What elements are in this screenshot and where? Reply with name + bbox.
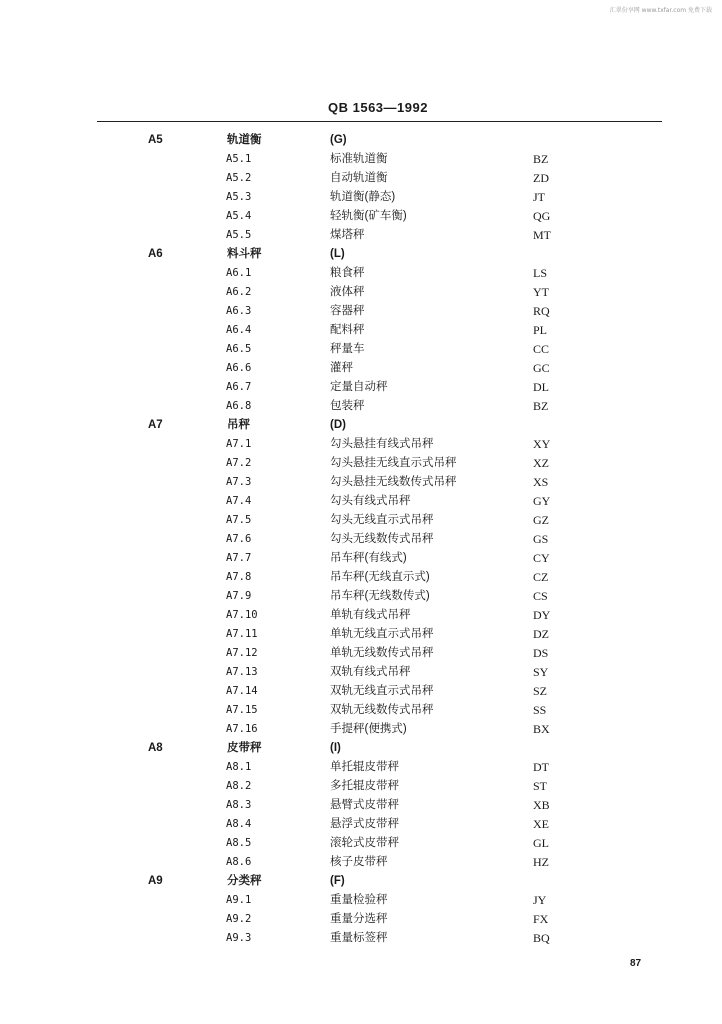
item-description: 双轨无线直示式吊秤 bbox=[330, 685, 434, 697]
section-row bbox=[0, 245, 722, 264]
item-abbreviation: PL bbox=[533, 323, 548, 337]
item-code: A8.3 bbox=[226, 799, 252, 811]
item-code: A5.4 bbox=[226, 210, 252, 222]
section-name: 料斗秤 bbox=[227, 248, 262, 260]
item-abbreviation: CZ bbox=[533, 570, 549, 584]
item-description: 勾头无线直示式吊秤 bbox=[330, 514, 434, 526]
item-row bbox=[0, 454, 722, 473]
item-description: 多托辊皮带秤 bbox=[330, 780, 399, 792]
item-abbreviation: JT bbox=[533, 190, 545, 204]
item-description: 核子皮带秤 bbox=[330, 856, 388, 868]
section-letter: (I) bbox=[330, 742, 341, 754]
section-row bbox=[0, 872, 722, 891]
item-abbreviation: SS bbox=[533, 703, 547, 717]
page-number: 87 bbox=[630, 958, 642, 969]
section-code: A7 bbox=[148, 419, 163, 431]
section-row bbox=[0, 131, 722, 150]
item-row bbox=[0, 378, 722, 397]
item-code: A7.9 bbox=[226, 590, 252, 602]
item-row bbox=[0, 701, 722, 720]
item-code: A8.5 bbox=[226, 837, 252, 849]
item-abbreviation: MT bbox=[533, 228, 551, 242]
item-row bbox=[0, 910, 722, 929]
item-row bbox=[0, 834, 722, 853]
item-code: A9.2 bbox=[226, 913, 252, 925]
item-row bbox=[0, 397, 722, 416]
item-abbreviation: DY bbox=[533, 608, 551, 622]
item-code: A7.5 bbox=[226, 514, 252, 526]
section-letter: (F) bbox=[330, 875, 345, 887]
item-abbreviation: DZ bbox=[533, 627, 549, 641]
item-abbreviation: CC bbox=[533, 342, 550, 356]
classification-table bbox=[0, 131, 722, 948]
section-name: 分类秤 bbox=[227, 875, 262, 887]
item-code: A7.16 bbox=[226, 723, 258, 735]
item-abbreviation: HZ bbox=[533, 855, 549, 869]
item-code: A5.1 bbox=[226, 153, 252, 165]
item-abbreviation: JY bbox=[533, 893, 547, 907]
item-abbreviation: GY bbox=[533, 494, 551, 508]
section-row bbox=[0, 416, 722, 435]
item-code: A7.4 bbox=[226, 495, 252, 507]
item-row bbox=[0, 644, 722, 663]
item-row bbox=[0, 625, 722, 644]
item-description: 单轨无线直示式吊秤 bbox=[330, 628, 434, 640]
item-code: A5.3 bbox=[226, 191, 252, 203]
item-code: A6.7 bbox=[226, 381, 252, 393]
item-code: A9.1 bbox=[226, 894, 252, 906]
page-header: QB 1563—1992 bbox=[328, 100, 428, 115]
item-code: A6.6 bbox=[226, 362, 252, 374]
item-description: 双轨有线式吊秤 bbox=[330, 666, 411, 678]
item-abbreviation: SZ bbox=[533, 684, 548, 698]
item-abbreviation: BQ bbox=[533, 931, 550, 945]
item-description: 双轨无线数传式吊秤 bbox=[330, 704, 434, 716]
item-code: A5.5 bbox=[226, 229, 252, 241]
item-code: A7.6 bbox=[226, 533, 252, 545]
item-description: 容器秤 bbox=[330, 305, 365, 317]
item-row bbox=[0, 473, 722, 492]
item-code: A7.13 bbox=[226, 666, 258, 678]
item-abbreviation: DL bbox=[533, 380, 549, 394]
item-code: A8.1 bbox=[226, 761, 252, 773]
item-description: 秤量车 bbox=[330, 343, 365, 355]
item-abbreviation: CY bbox=[533, 551, 550, 565]
item-row bbox=[0, 549, 722, 568]
item-description: 煤塔秤 bbox=[330, 229, 365, 241]
item-code: A7.15 bbox=[226, 704, 258, 716]
item-description: 手提秤(便携式) bbox=[330, 723, 407, 735]
item-abbreviation: GC bbox=[533, 361, 550, 375]
section-letter: (L) bbox=[330, 248, 345, 260]
item-abbreviation: BX bbox=[533, 722, 550, 736]
item-row bbox=[0, 283, 722, 302]
item-abbreviation: ST bbox=[533, 779, 548, 793]
item-description: 重量分选秤 bbox=[330, 913, 388, 925]
item-row bbox=[0, 663, 722, 682]
section-code: A8 bbox=[148, 742, 163, 754]
item-row bbox=[0, 435, 722, 454]
item-description: 悬臂式皮带秤 bbox=[330, 799, 399, 811]
section-letter: (G) bbox=[330, 134, 347, 146]
item-code: A6.5 bbox=[226, 343, 252, 355]
item-description: 重量标签秤 bbox=[330, 932, 388, 944]
item-description: 重量检验秤 bbox=[330, 894, 388, 906]
item-description: 轨道衡(静态) bbox=[330, 191, 396, 203]
section-code: A5 bbox=[148, 134, 163, 146]
item-abbreviation: YT bbox=[533, 285, 549, 299]
item-description: 配料秤 bbox=[330, 324, 365, 336]
item-row bbox=[0, 207, 722, 226]
item-abbreviation: XS bbox=[533, 475, 549, 489]
item-code: A7.10 bbox=[226, 609, 258, 621]
item-row bbox=[0, 929, 722, 948]
item-code: A9.3 bbox=[226, 932, 252, 944]
item-row bbox=[0, 815, 722, 834]
item-row bbox=[0, 340, 722, 359]
item-description: 吊车秤(无线数传式) bbox=[330, 590, 430, 602]
item-description: 包装秤 bbox=[330, 400, 365, 412]
item-row bbox=[0, 492, 722, 511]
item-row bbox=[0, 682, 722, 701]
item-description: 滚轮式皮带秤 bbox=[330, 837, 399, 849]
item-description: 粮食秤 bbox=[330, 267, 365, 279]
item-code: A7.7 bbox=[226, 552, 252, 564]
item-row bbox=[0, 302, 722, 321]
item-code: A7.2 bbox=[226, 457, 252, 469]
item-description: 吊车秤(有线式) bbox=[330, 552, 407, 564]
item-code: A6.8 bbox=[226, 400, 252, 412]
item-code: A8.4 bbox=[226, 818, 252, 830]
item-description: 灌秤 bbox=[330, 362, 353, 374]
item-row bbox=[0, 530, 722, 549]
header-rule bbox=[97, 121, 662, 122]
item-code: A6.4 bbox=[226, 324, 252, 336]
item-description: 勾头悬挂无线数传式吊秤 bbox=[330, 476, 457, 488]
item-code: A7.14 bbox=[226, 685, 258, 697]
section-row bbox=[0, 739, 722, 758]
item-abbreviation: GL bbox=[533, 836, 549, 850]
item-description: 单轨有线式吊秤 bbox=[330, 609, 411, 621]
item-code: A8.6 bbox=[226, 856, 252, 868]
item-description: 标准轨道衡 bbox=[330, 153, 388, 165]
item-row bbox=[0, 150, 722, 169]
item-code: A6.2 bbox=[226, 286, 252, 298]
item-code: A8.2 bbox=[226, 780, 252, 792]
item-row bbox=[0, 188, 722, 207]
item-abbreviation: QG bbox=[533, 209, 551, 223]
item-code: A7.11 bbox=[226, 628, 258, 640]
item-row bbox=[0, 796, 722, 815]
item-row bbox=[0, 720, 722, 739]
item-description: 勾头有线式吊秤 bbox=[330, 495, 411, 507]
item-code: A7.1 bbox=[226, 438, 252, 450]
section-name: 吊秤 bbox=[227, 419, 250, 431]
item-code: A7.3 bbox=[226, 476, 252, 488]
item-row bbox=[0, 359, 722, 378]
item-row bbox=[0, 758, 722, 777]
item-code: A7.8 bbox=[226, 571, 252, 583]
item-abbreviation: DT bbox=[533, 760, 549, 774]
item-description: 吊车秤(无线直示式) bbox=[330, 571, 430, 583]
item-abbreviation: XY bbox=[533, 437, 551, 451]
item-abbreviation: GZ bbox=[533, 513, 549, 527]
item-abbreviation: SY bbox=[533, 665, 549, 679]
section-code: A6 bbox=[148, 248, 163, 260]
item-abbreviation: XZ bbox=[533, 456, 549, 470]
item-row bbox=[0, 264, 722, 283]
item-row bbox=[0, 777, 722, 796]
item-row bbox=[0, 321, 722, 340]
item-description: 勾头悬挂无线直示式吊秤 bbox=[330, 457, 457, 469]
item-abbreviation: FX bbox=[533, 912, 549, 926]
watermark-text: 汇翠份享网 www.txfar.com 免费下载 bbox=[609, 7, 712, 14]
item-description: 勾头悬挂有线式吊秤 bbox=[330, 438, 434, 450]
item-abbreviation: BZ bbox=[533, 399, 549, 413]
item-description: 单轨无线数传式吊秤 bbox=[330, 647, 434, 659]
item-description: 液体秤 bbox=[330, 286, 365, 298]
item-abbreviation: CS bbox=[533, 589, 548, 603]
item-abbreviation: LS bbox=[533, 266, 548, 280]
item-row bbox=[0, 606, 722, 625]
item-code: A5.2 bbox=[226, 172, 252, 184]
item-description: 单托辊皮带秤 bbox=[330, 761, 399, 773]
item-abbreviation: BZ bbox=[533, 152, 549, 166]
item-row bbox=[0, 587, 722, 606]
section-code: A9 bbox=[148, 875, 163, 887]
section-name: 皮带秤 bbox=[227, 742, 262, 754]
item-abbreviation: DS bbox=[533, 646, 549, 660]
item-code: A6.1 bbox=[226, 267, 252, 279]
item-row bbox=[0, 226, 722, 245]
item-row bbox=[0, 568, 722, 587]
item-description: 定量自动秤 bbox=[330, 381, 388, 393]
item-row bbox=[0, 853, 722, 872]
item-description: 勾头无线数传式吊秤 bbox=[330, 533, 434, 545]
item-abbreviation: RQ bbox=[533, 304, 550, 318]
section-letter: (D) bbox=[330, 419, 346, 431]
item-abbreviation: XB bbox=[533, 798, 550, 812]
item-description: 轻轨衡(矿车衡) bbox=[330, 210, 407, 222]
item-abbreviation: XE bbox=[533, 817, 549, 831]
item-abbreviation: GS bbox=[533, 532, 549, 546]
item-row bbox=[0, 891, 722, 910]
item-row bbox=[0, 511, 722, 530]
item-abbreviation: ZD bbox=[533, 171, 549, 185]
item-description: 自动轨道衡 bbox=[330, 172, 388, 184]
item-row bbox=[0, 169, 722, 188]
section-name: 轨道衡 bbox=[227, 134, 262, 146]
item-description: 悬浮式皮带秤 bbox=[330, 818, 399, 830]
item-code: A6.3 bbox=[226, 305, 252, 317]
item-code: A7.12 bbox=[226, 647, 258, 659]
